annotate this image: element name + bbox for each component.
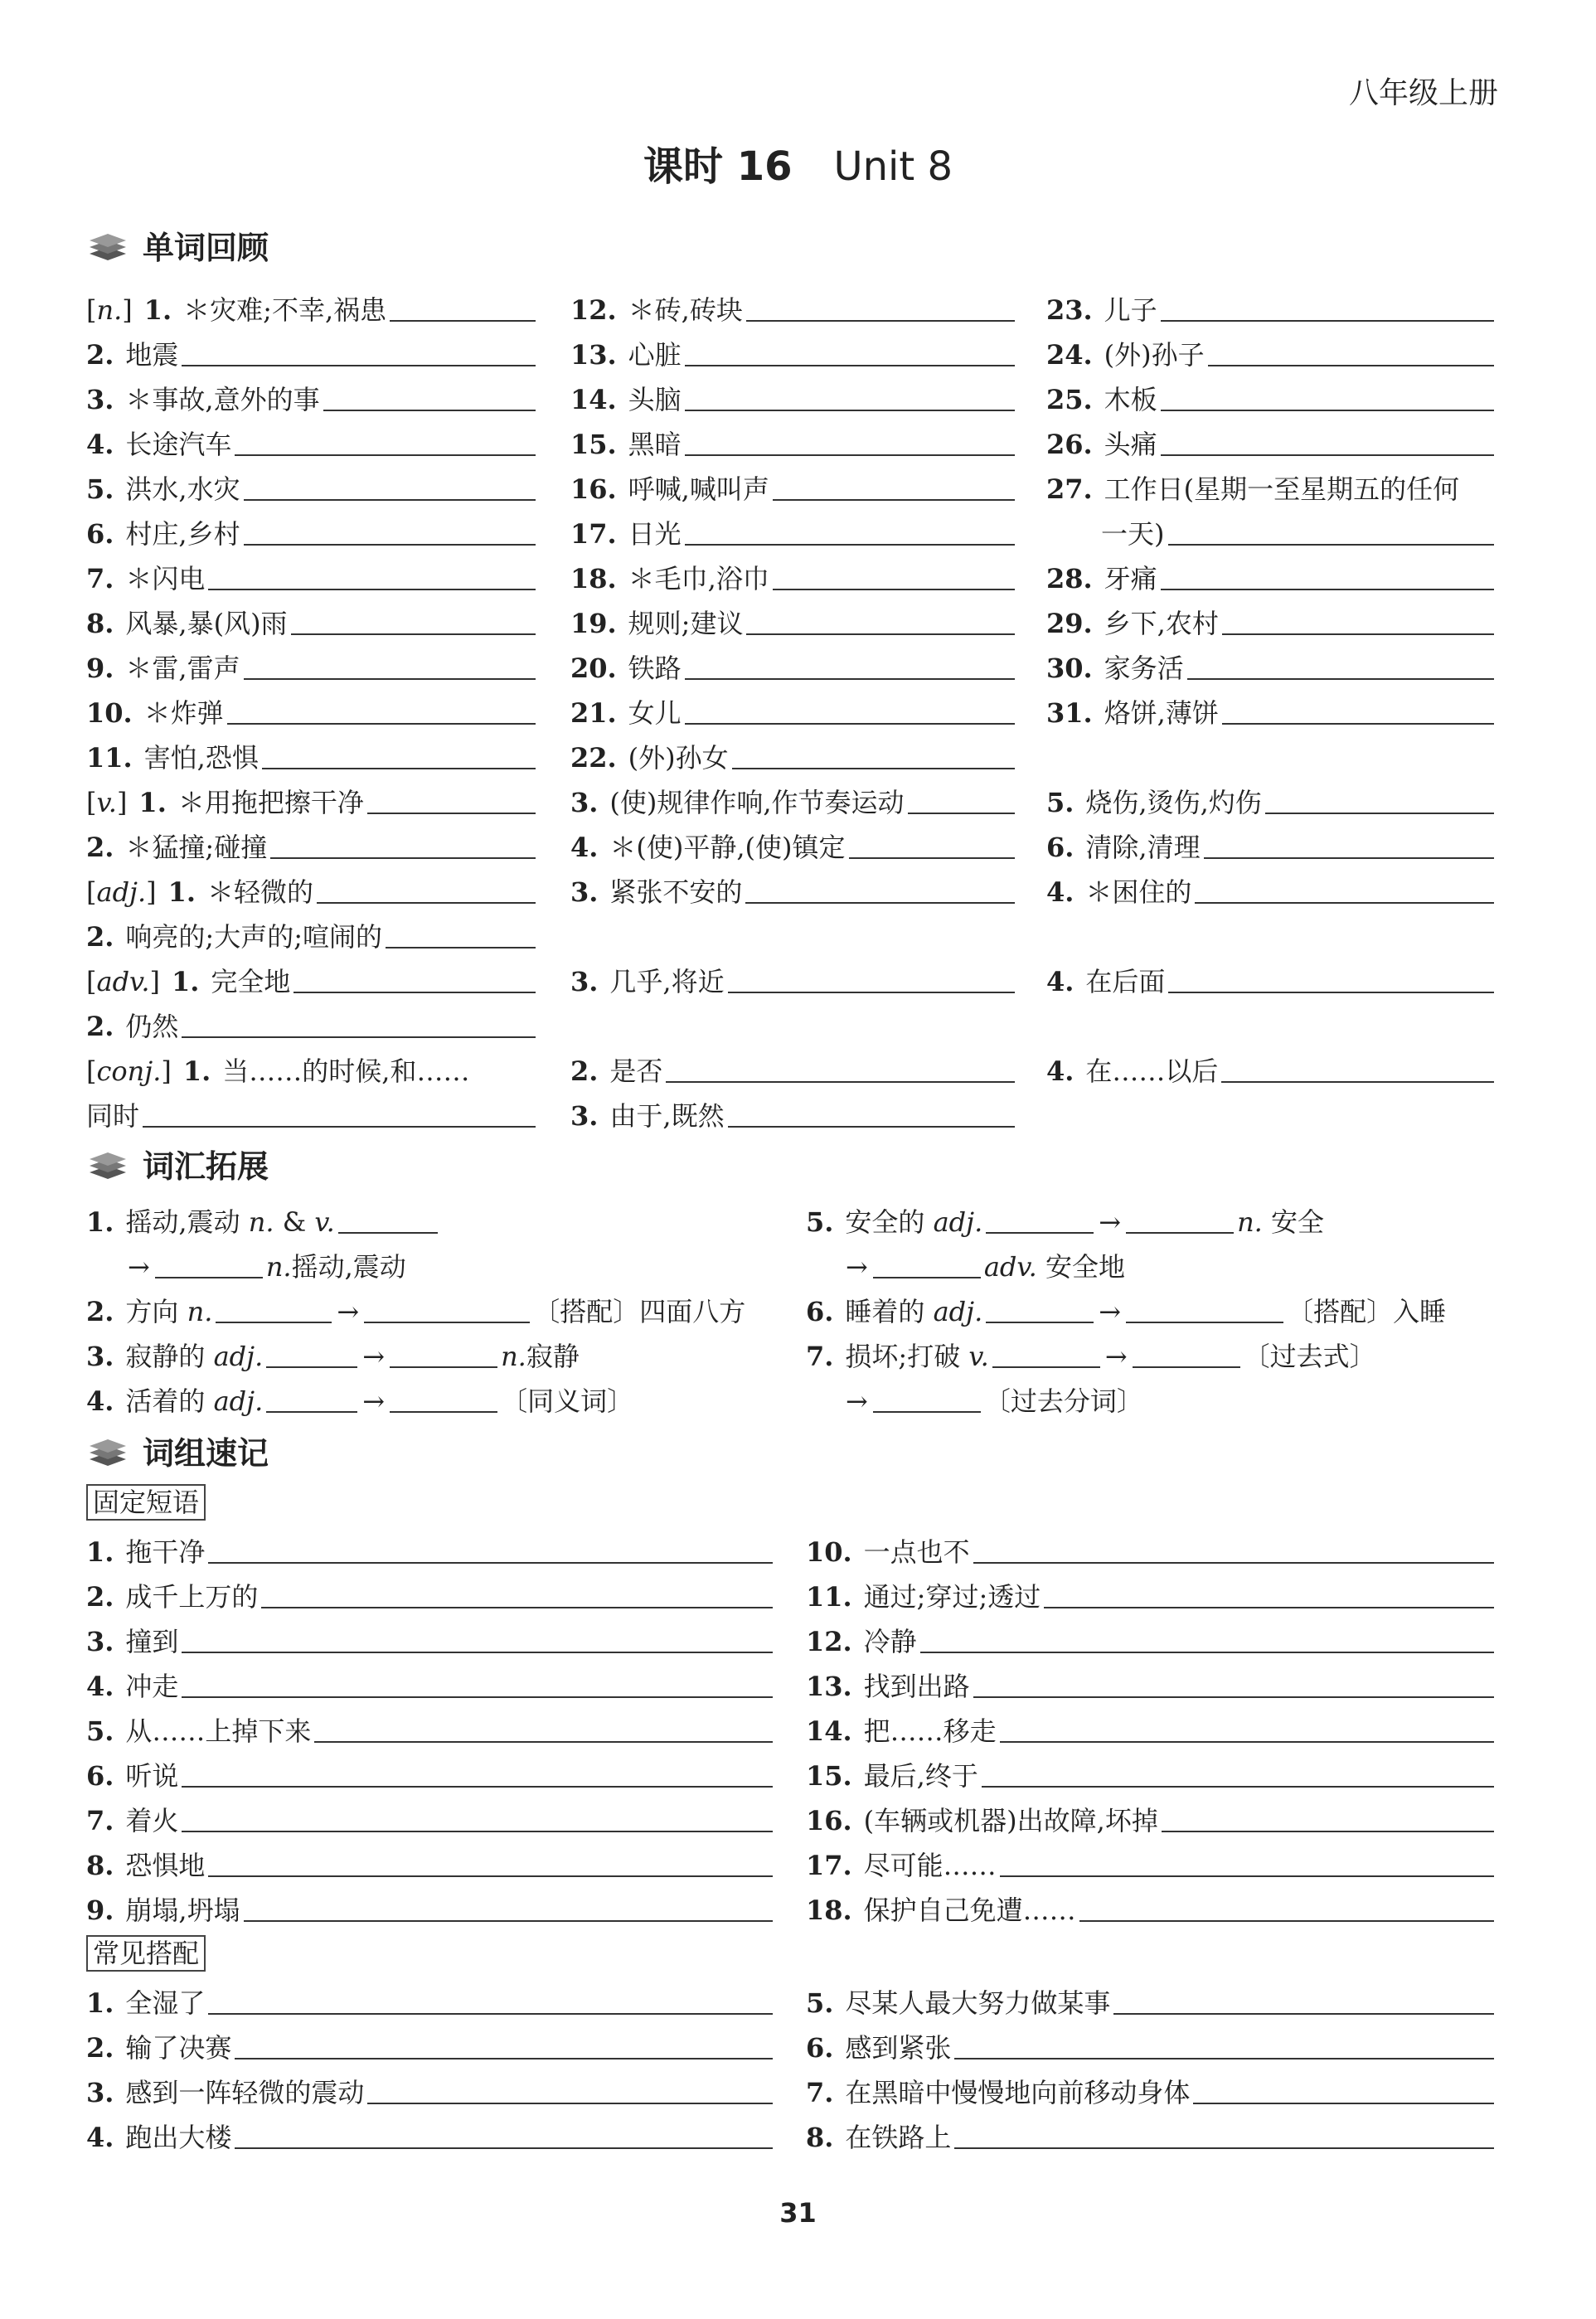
vocab-item: 2. 地震 [86, 327, 536, 371]
vocab-item: 2. ＊猛撞;碰撞 [86, 819, 536, 864]
answer-blank[interactable] [182, 1786, 773, 1788]
answer-blank[interactable] [685, 454, 1015, 456]
answer-blank[interactable] [685, 410, 1015, 411]
answer-blank[interactable] [1161, 320, 1494, 322]
answer-blank[interactable] [954, 2058, 1494, 2059]
vocab-item: 3. ＊事故,意外的事 [86, 371, 536, 416]
answer-blank[interactable] [390, 320, 536, 322]
page-title [0, 134, 1596, 192]
answer-blank[interactable] [364, 1292, 530, 1323]
section-title: 单词回顾 [143, 230, 269, 266]
answer-blank[interactable] [262, 768, 536, 769]
answer-blank[interactable] [261, 1607, 773, 1608]
vocab-item: 24. (外)孙子 [1046, 327, 1494, 371]
pos-tag: [adv.] [86, 966, 160, 997]
phrase-item: 14. 把……移走 [806, 1703, 1494, 1748]
answer-blank[interactable] [182, 365, 536, 366]
answer-blank[interactable] [1161, 589, 1494, 590]
answer-blank[interactable] [390, 1381, 497, 1413]
answer-blank[interactable] [143, 1126, 536, 1128]
pos-tag: [n.] [86, 294, 133, 326]
vocab-item: 4. 长途汽车 [86, 416, 536, 461]
answer-blank[interactable] [216, 1292, 332, 1323]
pos-tag: [v.] [86, 787, 128, 818]
expand-item-1-cont: → n. 摇动,震动 [126, 1239, 406, 1283]
phrase-item: 18. 保护自己免遭…… [806, 1882, 1494, 1927]
phrase-item: 2. 输了决赛 [86, 2020, 773, 2064]
answer-blank[interactable] [390, 1337, 497, 1368]
answer-blank[interactable] [208, 589, 536, 590]
vocab-item: 3. 几乎,将近 [570, 953, 1015, 998]
page-number: 31 [779, 2197, 817, 2229]
section-title: 词汇拓展 [143, 1148, 269, 1185]
answer-blank[interactable] [1161, 454, 1494, 456]
answer-blank[interactable] [728, 1126, 1015, 1128]
vocab-item: 6. 村庄,乡村 [86, 506, 536, 551]
answer-blank[interactable] [1079, 1920, 1494, 1922]
answer-blank[interactable] [1126, 1292, 1283, 1323]
vocab-item: 25. 木板 [1046, 371, 1494, 416]
expand-item-7: 7. 损坏;打破 v. → 〔过去式〕 [806, 1328, 1376, 1373]
subsection-fixed: 固定短语 [86, 1484, 206, 1521]
vocab-item: 9. ＊雷,雷声 [86, 640, 536, 685]
phrase-item: 13. 找到出路 [806, 1658, 1494, 1703]
answer-blank[interactable] [685, 365, 1015, 366]
answer-blank[interactable] [244, 1920, 773, 1922]
phrase-item: 10. 一点也不 [806, 1524, 1494, 1569]
unit-label: Unit 8 [833, 143, 953, 190]
expand-item-6: 6. 睡着的 adj. → 〔搭配〕入睡 [806, 1283, 1446, 1328]
answer-blank[interactable] [1221, 1081, 1494, 1083]
phrase-item: 17. 尽可能…… [806, 1837, 1494, 1882]
vocab-item: 16. 呼喊,喊叫声 [570, 461, 1015, 506]
vocab-item: 8. 风暴,暴(风)雨 [86, 595, 536, 640]
phrase-item: 8. 恐惧地 [86, 1837, 773, 1882]
expand-item-7-cont: → 〔过去分词〕 [844, 1373, 1143, 1418]
answer-blank[interactable] [745, 902, 1015, 904]
answer-blank[interactable] [244, 499, 536, 501]
answer-blank[interactable] [155, 1247, 263, 1278]
section-word-review [86, 222, 269, 268]
vocab-item: 10. ＊炸弹 [86, 685, 536, 730]
answer-blank[interactable] [266, 1381, 357, 1413]
vocab-item: [conj.] 1. 当……的时候,和…… [86, 1055, 470, 1087]
answer-blank[interactable] [317, 902, 536, 904]
answer-blank[interactable] [367, 2103, 773, 2104]
answer-blank[interactable] [982, 1786, 1494, 1788]
answer-blank[interactable] [291, 633, 536, 635]
answer-blank[interactable] [1204, 857, 1494, 859]
phrase-item: 12. 冷静 [806, 1613, 1494, 1658]
answer-blank[interactable] [208, 1875, 773, 1877]
answer-blank[interactable] [728, 992, 1015, 993]
vocab-item: 29. 乡下,农村 [1046, 595, 1494, 640]
phrase-item: 9. 崩塌,坍塌 [86, 1882, 773, 1927]
answer-blank[interactable] [746, 320, 1015, 322]
answer-blank[interactable] [182, 1652, 773, 1653]
vocab-item-cont: 同时 [86, 1088, 536, 1133]
answer-blank[interactable] [1222, 723, 1494, 725]
answer-blank[interactable] [182, 1036, 536, 1038]
vocab-item: 3. 由于,既然 [570, 1088, 1015, 1133]
answer-blank[interactable] [244, 678, 536, 680]
vocab-item: 18. ＊毛巾,浴巾 [570, 551, 1015, 595]
phrase-item: 1. 拖干净 [86, 1524, 773, 1569]
book-stack-icon [86, 229, 129, 262]
vocab-item: 5. 洪水,水灾 [86, 461, 536, 506]
phrase-item: 3. 感到一阵轻微的震动 [86, 2064, 773, 2109]
answer-blank[interactable] [182, 1696, 773, 1698]
answer-blank[interactable] [323, 410, 536, 411]
answer-blank[interactable] [1126, 1202, 1234, 1234]
vocab-item: 31. 烙饼,薄饼 [1046, 685, 1494, 730]
grade-label: 八年级上册 [1348, 76, 1498, 110]
vocab-item: 17. 日光 [570, 506, 1015, 551]
expand-item-1: 1. 摇动,震动 n. & v. [86, 1194, 441, 1239]
phrase-item: 5. 尽某人最大努力做某事 [806, 1975, 1494, 2020]
answer-blank[interactable] [973, 1562, 1494, 1564]
answer-blank[interactable] [1000, 1741, 1494, 1743]
lesson-label: 课时 16 [643, 143, 793, 190]
vocab-item: [v.] 1. ＊用拖把擦干净 [86, 774, 536, 819]
answer-blank[interactable] [908, 813, 1015, 814]
answer-blank[interactable] [1113, 2013, 1494, 2015]
answer-blank[interactable] [293, 992, 536, 993]
section-title: 词组速记 [143, 1435, 269, 1472]
phrase-item: 4. 冲走 [86, 1658, 773, 1703]
vocab-item: 28. 牙痛 [1046, 551, 1494, 595]
phrase-item: 16. (车辆或机器)出故障,坏掉 [806, 1793, 1494, 1837]
book-stack-icon [86, 1434, 129, 1468]
vocab-item: 6. 清除,清理 [1046, 819, 1494, 864]
vocab-item: 4. 在……以后 [1046, 1043, 1494, 1088]
answer-blank[interactable] [208, 1562, 773, 1564]
vocab-item: 11. 害怕,恐惧 [86, 730, 536, 774]
phrase-item: 11. 通过;穿过;透过 [806, 1569, 1494, 1613]
answer-blank[interactable] [235, 2147, 773, 2149]
answer-blank[interactable] [208, 2013, 773, 2015]
vocab-item: [n.] 1. ＊灾难;不幸,祸患 [86, 282, 536, 327]
vocab-item: 2. 响亮的;大声的;喧闹的 [86, 909, 536, 953]
answer-blank[interactable] [1133, 1337, 1240, 1368]
vocab-item: 15. 黑暗 [570, 416, 1015, 461]
vocab-item: 21. 女儿 [570, 685, 1015, 730]
answer-blank[interactable] [182, 1831, 773, 1832]
answer-blank[interactable] [1168, 992, 1494, 993]
vocab-item: 27. 工作日(星期一至星期五的任何 [1046, 473, 1460, 505]
answer-blank[interactable] [314, 1741, 773, 1743]
vocab-item: 22. (外)孙女 [570, 730, 1015, 774]
answer-blank[interactable] [992, 1337, 1100, 1368]
answer-blank[interactable] [235, 2058, 773, 2059]
book-stack-icon [86, 1147, 129, 1181]
vocab-item: 4. ＊困住的 [1046, 864, 1494, 909]
phrase-item: 7. 在黑暗中慢慢地向前移动身体 [806, 2064, 1494, 2109]
answer-blank[interactable] [666, 1081, 1015, 1083]
answer-blank[interactable] [1168, 544, 1495, 546]
vocab-item: 4. 在后面 [1046, 953, 1494, 998]
vocab-item: 4. ＊(使)平静,(使)镇定 [570, 819, 1015, 864]
answer-blank[interactable] [1000, 1875, 1494, 1877]
answer-blank[interactable] [849, 857, 1015, 859]
answer-blank[interactable] [1162, 1831, 1494, 1832]
phrase-item: 3. 撞到 [86, 1613, 773, 1658]
answer-blank[interactable] [773, 499, 1015, 501]
answer-blank[interactable] [235, 454, 536, 456]
answer-blank[interactable] [1265, 813, 1494, 814]
answer-blank[interactable] [685, 723, 1015, 725]
answer-blank[interactable] [367, 813, 536, 814]
expand-item-4: 4. 活着的 adj. → 〔同义词〕 [86, 1373, 633, 1418]
answer-blank[interactable] [227, 723, 536, 725]
answer-blank[interactable] [920, 1652, 1494, 1653]
answer-blank[interactable] [386, 947, 536, 948]
section-phrases [86, 1428, 269, 1473]
phrase-item: 15. 最后,终于 [806, 1748, 1494, 1793]
vocab-item-cont: 一天) [1046, 506, 1494, 551]
answer-blank[interactable] [954, 2147, 1494, 2149]
answer-blank[interactable] [270, 857, 536, 859]
phrase-item: 1. 全湿了 [86, 1975, 773, 2020]
vocab-item: 23. 儿子 [1046, 282, 1494, 327]
vocab-item: 3. 紧张不安的 [570, 864, 1015, 909]
phrase-item: 8. 在铁路上 [806, 2109, 1494, 2154]
pos-tag: [adj.] [86, 876, 157, 908]
answer-blank[interactable] [873, 1247, 981, 1278]
expand-item-2: 2. 方向 n. → 〔搭配〕四面八方 [86, 1283, 745, 1328]
vocab-item: 2. 仍然 [86, 998, 536, 1043]
vocab-item: 5. 烧伤,烫伤,灼伤 [1046, 774, 1494, 819]
phrase-item: 6. 听说 [86, 1748, 773, 1793]
phrase-item: 6. 感到紧张 [806, 2020, 1494, 2064]
answer-blank[interactable] [986, 1292, 1094, 1323]
answer-blank[interactable] [685, 544, 1015, 546]
answer-blank[interactable] [244, 544, 536, 546]
answer-blank[interactable] [986, 1202, 1094, 1234]
vocab-item: 7. ＊闪电 [86, 551, 536, 595]
pos-tag: [conj.] [86, 1055, 172, 1087]
phrase-item: 7. 着火 [86, 1793, 773, 1837]
expand-item-3: 3. 寂静的 adj. → n. 寂静 [86, 1328, 580, 1373]
answer-blank[interactable] [732, 768, 1015, 769]
answer-blank[interactable] [1208, 365, 1494, 366]
answer-blank[interactable] [1193, 2103, 1494, 2104]
vocab-item: 20. 铁路 [570, 640, 1015, 685]
vocab-item: [adv.] 1. 完全地 [86, 953, 536, 998]
answer-blank[interactable] [1195, 902, 1494, 904]
subsection-common: 常见搭配 [86, 1935, 206, 1972]
answer-blank[interactable] [973, 1696, 1494, 1698]
vocab-item: 19. 规则;建议 [570, 595, 1015, 640]
answer-blank[interactable] [338, 1202, 438, 1234]
vocab-item: 30. 家务活 [1046, 640, 1494, 685]
answer-blank[interactable] [1222, 633, 1494, 635]
expand-item-5-cont: → adv. 安全地 [844, 1239, 1125, 1283]
vocab-item: [adj.] 1. ＊轻微的 [86, 864, 536, 909]
answer-blank[interactable] [773, 589, 1015, 590]
answer-blank[interactable] [1187, 678, 1494, 680]
phrase-item: 5. 从……上掉下来 [86, 1703, 773, 1748]
vocab-item: 3. (使)规律作响,作节奏运动 [570, 774, 1015, 819]
phrase-item: 2. 成千上万的 [86, 1569, 773, 1613]
answer-blank[interactable] [685, 678, 1015, 680]
vocab-item: 14. 头脑 [570, 371, 1015, 416]
vocab-item: 2. 是否 [570, 1043, 1015, 1088]
answer-blank[interactable] [266, 1337, 357, 1368]
vocab-item: 13. 心脏 [570, 327, 1015, 371]
answer-blank[interactable] [1044, 1607, 1494, 1608]
phrase-item: 4. 跑出大楼 [86, 2109, 773, 2154]
section-vocab-expansion [86, 1141, 269, 1186]
answer-blank[interactable] [746, 633, 1015, 635]
vocab-item: 12. ＊砖,砖块 [570, 282, 1015, 327]
answer-blank[interactable] [1161, 410, 1494, 411]
expand-item-5: 5. 安全的 adj. → n. 安全 [806, 1194, 1324, 1239]
answer-blank[interactable] [873, 1381, 981, 1413]
vocab-item: 26. 头痛 [1046, 416, 1494, 461]
